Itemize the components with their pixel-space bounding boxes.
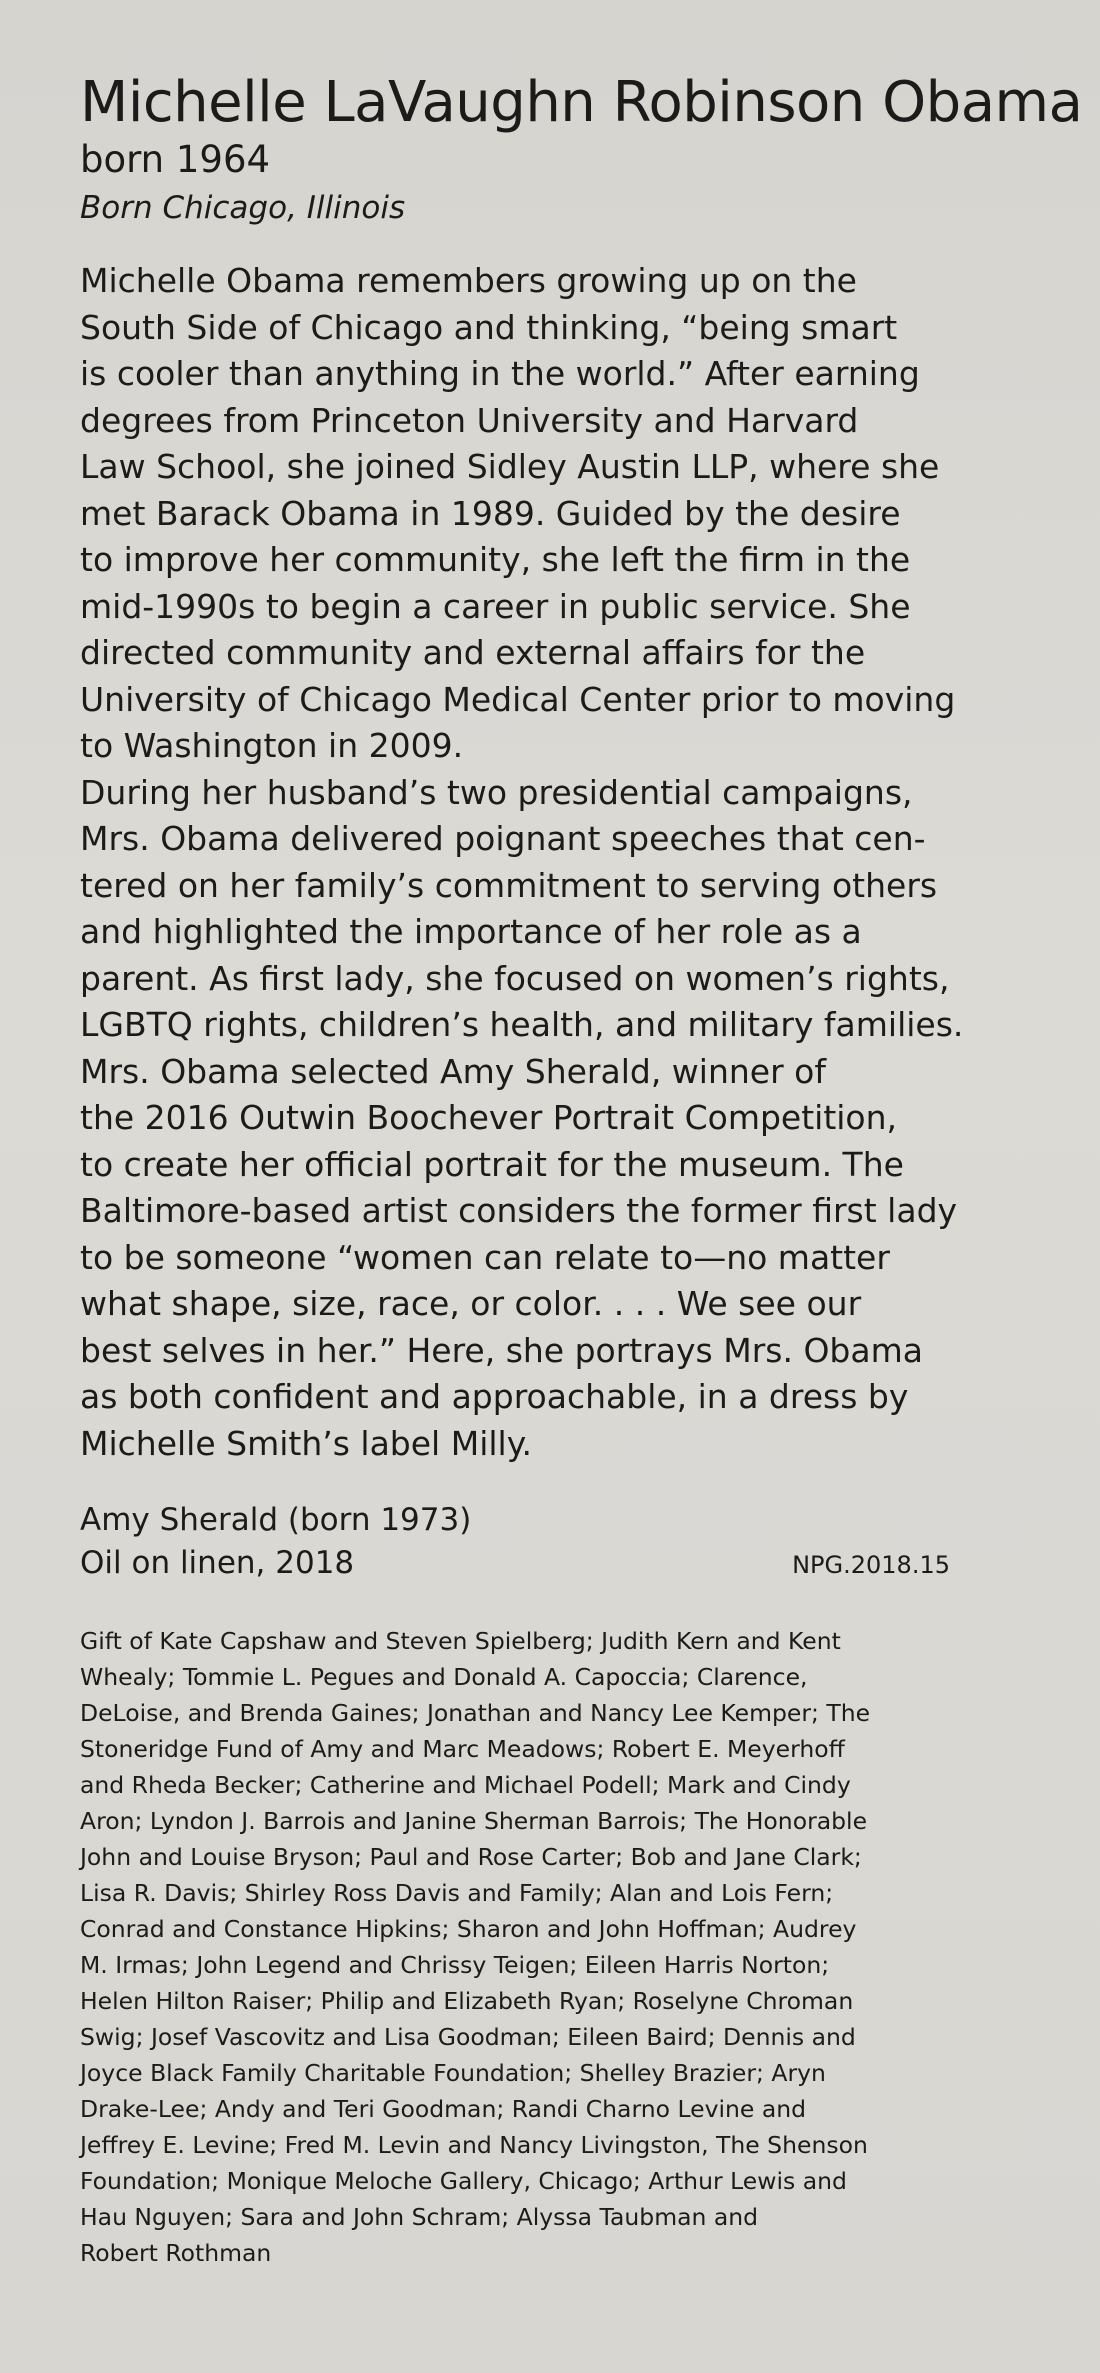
artist-line: Amy Sherald (born 1973) — [80, 1502, 472, 1538]
gift-credit-line: Gift of Kate Capshaw and Steven Spielberg; Judith Kern and Kent Whealy; Tommie L. Pegues and Donald A. Capoccia; Clarence, DeLoise, and Brenda Gaines; Jonathan and Nancy Lee Kemper; The Stoneridge Fund of Amy and Marc Meadows; Robert E. Meyerhoff and Rheda Becker; Catherine and Michael Podell; Mark and Cindy Aron; Lyndon J. Barrois and Janine Sherman Barrois; The Honorable John and Louise Bryson; Paul and Rose Carter; Bob and Jane Clark; Lisa R. Davis; Shirley Ross Davis and Family; Alan and Lois Fern; Conrad and Constance Hipkins; Sharon and John Hoffman; Audrey M. Irmas; John Legend and Chrissy Teigen; Eileen Harris Norton; Helen Hilton Raiser; Philip and Elizabeth Ryan; Roselyne Chroman Swig; Josef Vascovitz and Lisa Goodman; Eileen Baird; Dennis and Joyce Black Family Charitable Foundation; Shelley Brazier; Aryn Drake-Lee; Andy and Teri Goodman; Randi Charno Levine and Jeffrey E. Levine; Fred M. Levin and Nancy Livingston, The Shenson Foundation; Monique Meloche Gallery, Chicago; Arthur Lewis and Hau Nguyen; Sara and John Schram; Alyssa Taubman and Robert Rothman — [80, 1627, 871, 2267]
sitter-name: Michelle LaVaughn Robinson Obama — [80, 70, 1083, 135]
medium-line: Oil on linen, 2018 — [80, 1545, 355, 1581]
life-dates: born 1964 — [80, 138, 271, 181]
museum-label — [80, 70, 1083, 2271]
birthplace: Born Chicago, Illinois — [80, 190, 406, 226]
biography-paragraph: Mrs. Obama selected Amy Sherald, winner of the 2016 Outwin Boochever Portrait Competition, to create her official portrait for the museum. The Baltimore-based artist considers the former first lady to be someone “women can relate to—no matter what shape, size, race, or color. . . . We see our best selves in her.” Here, she portrays Mrs. Obama as both confident and approachable, in a dress by Michelle Smith’s label Milly. — [80, 1051, 958, 1463]
biography-paragraph: Michelle Obama remembers growing up on the South Side of Chicago and thinking, “being smart is cooler than anything in the world.” After earning degrees from Princeton University and Harvard Law School, she joined Sidley Austin LLP, where she met Barack Obama in 1989. Guided by the desire to improve her community, she left the firm in the mid-1990s to begin a career in public service. She directed community and external affairs for the University of Chicago Medical Center prior to moving to Washington in 2009. — [80, 261, 956, 765]
artwork-credits — [80, 1499, 1010, 1587]
accession-number: NPG.2018.15 — [792, 1551, 950, 1579]
medium-row — [80, 1542, 950, 1587]
biography — [80, 258, 1010, 1467]
biography-paragraph: During her husband’s two presidential campaigns, Mrs. Obama delivered poignant speeches that cen- tered on her family’s commitment to serving others and highlighted the importance of her role as a parent. As first lady, she focused on women’s rights, LGBTQ rights, children’s health, and military families. — [80, 772, 964, 1044]
